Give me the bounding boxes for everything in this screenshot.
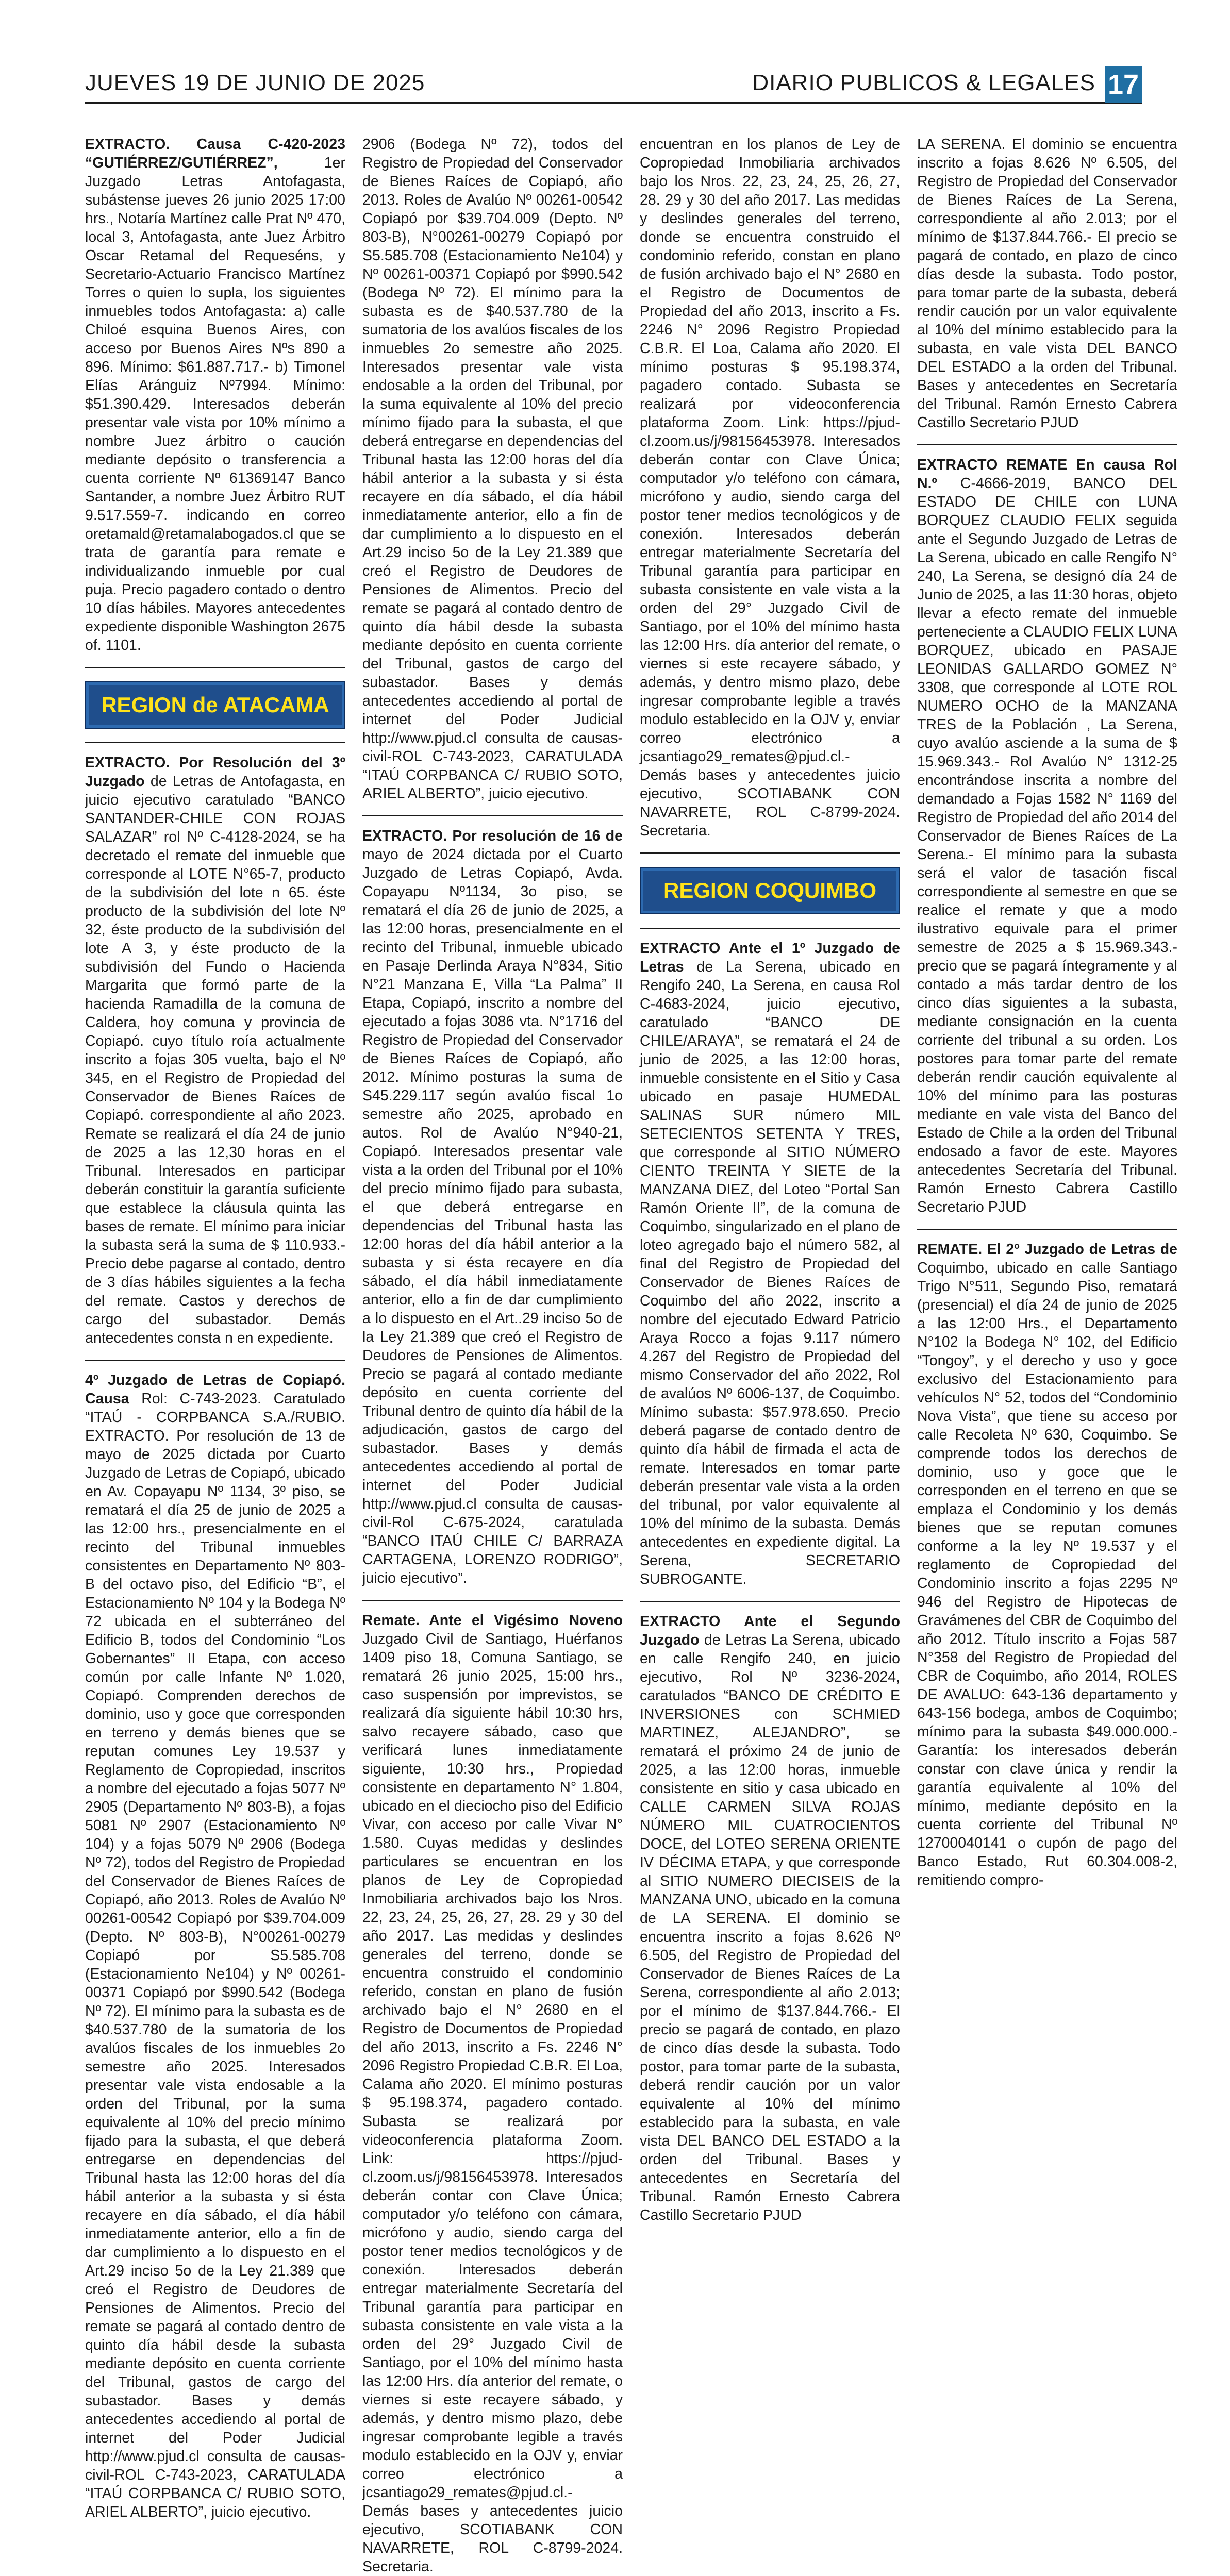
divider bbox=[640, 928, 900, 929]
column-3 bbox=[640, 135, 901, 2223]
notice-body-continued: 2906 (Bodega Nº 72), todos del Registro de Propiedad del Conservador de Bienes Raíces de Copiapó, año 2013. Roles de Avalúo Nº 00261-00542 Copiapó por $39.704.009 (Depto. Nº 803-B), N°00261-00279 Copiapó por S5.585.708 (Estacionamiento Ne104) y Nº 00261-00371 Copiapó por $990.542 (Bodega Nº 72). El mínimo para la subasta es de $40.537.780 de la sumatoria de los avalúos fiscales de los inmuebles 2o semestre año 2025. Interesados presentar vale vista endosable a la orden del Tribunal, por la suma equivalente al 10% del precio mínimo fijado para la subasta, el que deberá entregarse en dependencias del Tribunal hasta las 12:00 horas del día hábil anterior a la subasta y si ésta recayere en día sábado, el día hábil inmediatamente anterior, ello a fin de dar cumplimiento a lo dispuesto en el Art.29 inciso 5o de la Ley 21.389 que creó el Registro de Deudores de Pensiones de Alimentos. Precio del remate se pagará al contado dentro de quinto día hábil desde la subasta mediante depósito en cuenta corriente del Tribunal, gastos de cargo del subastador. Bases y demás antecedentes accediendo al portal de internet del Poder Judicial http://www.pjud.cl consulta de causas-civil-ROL C-743-2023, CARATULADA “ITAÚ CORPBANCA C/ RUBIO SOTO, ARIEL ALBERTO”, juicio ejecutivo. bbox=[362, 136, 623, 802]
issue-date: JUEVES 19 DE JUNIO DE 2025 bbox=[85, 70, 425, 95]
notice-lead: EXTRACTO. Por Resolución del 3º Juzgado bbox=[85, 755, 345, 790]
notice-lead: EXTRACTO Ante el 1º Juzgado de Letras bbox=[640, 940, 900, 975]
notice-lead: 4º Juzgado de Letras de Copiapó. Causa bbox=[85, 1372, 345, 1407]
notice-body: de Letras La Serena, ubicado en calle Rengifo 240, en juicio ejecutivo, Rol Nº 3236-2024, caratulados “BANCO DE CRÉDITO E INVERSIONES con SCHMIED MARTINEZ, ALEJANDRO”, se rematará el próximo 24 de junio de 2025, a las 12:00 horas, inmueble consistente en sitio y casa ubicado en CALLE CARMEN SILVA ROJAS NÚMERO MIL CUATROCIENTOS DOCE, del LOTEO SERENA ORIENTE IV DÉCIMA ETAPA, y que corresponde al SITIO NUMERO DIECISEIS de la MANZANA UNO, ubicado en la comuna de LA SERENA. El dominio se encuentra inscrito a fojas 8.626 Nº 6.505, del Registro de Propiedad del Conservador de Bienes Raíces de La Serena, correspondiente al año 2.013; por el mínimo de $137.844.766.- El precio se pagará de contado, en plazo de cinco días desde la subasta. Todo postor, para tomar parte de la subasta, deberá rendir caución por un valor equivalente al 10% del mínimo establecido para la subasta, en vale vista DEL BANCO DEL ESTADO a la orden del Tribunal. Bases y antecedentes en Secretaría del Tribunal. Ramón Ernesto Cabrera Castillo Secretario PJUD bbox=[640, 1632, 901, 2223]
notice-bci-schmied bbox=[640, 1612, 900, 2224]
notice-banco-chile-araya bbox=[640, 939, 900, 1588]
region-coquimbo-banner: REGION COQUIMBO bbox=[640, 867, 900, 914]
notice-scotiabank-continued bbox=[640, 135, 900, 840]
notice-lead: EXTRACTO. Por resolución de 16 de bbox=[362, 828, 623, 844]
divider bbox=[362, 815, 623, 816]
divider bbox=[85, 742, 345, 743]
column-1 bbox=[85, 135, 345, 2520]
page-number-badge: 17 bbox=[1105, 66, 1142, 103]
divider bbox=[85, 1360, 345, 1361]
notice-itau-rubio-continued bbox=[362, 135, 623, 803]
column-2 bbox=[362, 135, 623, 2575]
notice-lead: REMATE. El 2º Juzgado de Letras de bbox=[917, 1241, 1177, 1258]
notice-body: Juzgado Civil de Santiago, Huérfanos 1409 piso 18, Comuna Santiago, se rematará 26 junio 2025, 15:00 hrs., caso suspensión por imprevistos, se realizará día siguiente hábil 10:30 hrs, salvo recayere sábado, caso que verificará lunes inmediatamente siguiente, 10:30 hrs., Propiedad consistente en departamento N° 1.804, ubicado en el dieciocho piso del Edificio Vivar, con acceso por calle Vivar N° 1.580. Cuyas medidas y deslindes particulares se encuentran en los planos de Ley de Copropiedad Inmobiliaria archivados bajo los Nros. 22, 23, 24, 25, 26, 27, 28. 29 y 30 del año 2017. Las medidas y deslindes generales del terreno, donde se encuentra construido el condominio referido, constan en plano de fusión archivado bajo el N° 2680 en el Registro de Documentos de Propiedad del año 2013, inscrito a Fs. 2246 N° 2096 Registro Propiedad C.B.R. El Loa, Calama año 2020. El mínimo posturas $ 95.198.374, pagadero contado. Subasta se realizará por videoconferencia plataforma Zoom. Link: https://pjud-cl.zoom.us/j/98156453978. Interesados deberán contar con Clave Única; computador y/o teléfono con cámara, micrófono y audio, siendo carga del postor tener medios tecnológicos y de conexión. Interesados deberán entregar materialmente Secretaría del Tribunal garantía para participar en subasta consistente en vale vista a la orden del 29° Juzgado Civil de Santiago, por el 10% del mínimo hasta las 12:00 Hrs. día anterior del remate, o viernes si este recayere sábado, y además, y dentro mismo plazo, debe ingresar comprobante legible a través modulo establecido en la OJV y, enviar correo electrónico a jcsantiago29_remates@pjud.cl.- Demás bases y antecedentes juicio ejecutivo, SCOTIABANK CON NAVARRETE, ROL C-8799-2024. Secretaria. bbox=[362, 1631, 623, 2575]
notice-santander-rojas bbox=[85, 754, 345, 1347]
notice-lead: EXTRACTO. Causa C-420-2023 “GUTIÉRREZ/GUTIÉRREZ”, bbox=[85, 136, 345, 171]
notice-lead: EXTRACTO REMATE En causa Rol N.º bbox=[917, 457, 1177, 492]
notice-itau-rubio bbox=[85, 1371, 345, 2521]
divider bbox=[917, 1229, 1177, 1230]
notice-body: Rol: C-743-2023. Caratulado “ITAÚ - CORPBANCA S.A./RUBIO. EXTRACTO. Por resolución de 13 de mayo de 2025 dictada por Cuarto Juzgado de Letras de Copiapó, ubicado en Av. Copayapu Nº 1134, 3º piso, se rematará el día 25 de junio de 2025 a las 12:00 hrs., presencialmente en el recinto del Tribunal inmuebles consistentes en Departamento Nº 803-B del octavo piso, del Edificio “B”, el Estacionamiento Nº 104 y la Bodega Nº 72 ubicada en el subterráneo del Edificio B, todos del Condominio “Los Gobernantes” II Etapa, con acceso común por calle Infante Nº 1.020, Copiapó. Comprenden derechos de dominio, uso y goce que corresponden en terreno y demás bienes que se reputan comunes Ley 19.537 y Reglamento de Copropiedad, inscritos a nombre del ejecutado a fojas 5077 Nº 2905 (Departamento Nº 803-B), a fojas 5081 Nº 2907 (Estacionamiento Nº 104) y a fojas 5079 Nº 2906 (Bodega Nº 72), todos del Registro de Propiedad del Conservador de Bienes Raíces de Copiapó, año 2013. Roles de Avalúo Nº 00261-00542 Copiapó por $39.704.009 (Depto. Nº 803-B), N°00261-00279 Copiapó por S5.585.708 (Estacionamiento Ne104) y Nº 00261-00371 Copiapó por $990.542 (Bodega Nº 72). El mínimo para la subasta es de $40.537.780 de la sumatoria de los avalúos fiscales de los inmuebles 2o semestre año 2025. Interesados presentar vale vista endosable a la orden del Tribunal, por la suma equivalente al 10% del precio mínimo fijado para la subasta, el que deberá entregarse en dependencias del Tribunal hasta las 12:00 horas del día hábil anterior a la subasta y si ésta recayere en día sábado, el día hábil inmediatamente anterior, ello a fin de dar cumplimiento a lo dispuesto en el Art.29 inciso 5o de la Ley 21.389 que creó el Registro de Deudores de Pensiones de Alimentos. Precio del remate se pagará al contado dentro de quinto día hábil desde la subasta mediante depósito en cuenta corriente del Tribunal, gastos de cargo del subastador. Bases y demás antecedentes accediendo al portal de internet del Poder Judicial http://www.pjud.cl consulta de causas-civil-ROL C-743-2023, CARATULADA “ITAÚ CORPBANCA C/ RUBIO SOTO, ARIEL ALBERTO”, juicio ejecutivo. bbox=[85, 1391, 345, 2520]
page-header bbox=[85, 66, 1142, 104]
divider bbox=[640, 852, 900, 854]
notice-body-continued: encuentran en los planos de Ley de Copropiedad Inmobiliaria archivados bajo los Nros. 22, 23, 24, 25, 26, 27, 28. 29 y 30 del año 2017. Las medidas y deslindes generales del terreno, donde se encuentra construido el condominio referido, constan en plano de fusión archivado bajo el N° 2680 en el Registro de Documentos de Propiedad del año 2013, inscrito a Fs. 2246 N° 2096 Registro Propiedad C.B.R. El Loa, Calama año 2020. El mínimo posturas $ 95.198.374, pagadero contado. Subasta se realizará por videoconferencia plataforma Zoom. Link: https://pjud-cl.zoom.us/j/98156453978. Interesados deberán contar con Clave Única; computador y/o teléfono con cámara, micrófono y audio, siendo carga del postor tener medios tecnológicos y de conexión. Interesados deberán entregar materialmente Secretaría del Tribunal garantía para participar en subasta consistente en vale vista a la orden del 29° Juzgado Civil de Santiago, por el 10% del mínimo hasta las 12:00 Hrs. día anterior del remate, o viernes si este recayere sábado, y además, y dentro mismo plazo, debe ingresar comprobante legible a través modulo establecido en la OJV y, enviar correo electrónico a jcsantiago29_remates@pjud.cl.- Demás bases y antecedentes juicio ejecutivo, SCOTIABANK CON NAVARRETE, ROL C-8799-2024. Secretaria. bbox=[640, 136, 900, 839]
notice-lead: EXTRACTO Ante el Segundo Juzgado bbox=[640, 1613, 900, 1648]
publication-name: DIARIO PUBLICOS & LEGALES bbox=[752, 70, 1095, 95]
notice-body: de Letras de Antofagasta, en juicio ejecutivo caratulado “BANCO SANTANDER-CHILE CON ROJAS SALAZAR” rol Nº C-4128-2024, se ha decretado el remate del inmueble que corresponde al LOTE N°65-7, producto de la subdivisión del lote n 65. éste producto de la subdivisión del lote Nº 32, éste producto de la subdivisión del lote A 3, y éste producto de la subdivisión del Fundo o Hacienda Margarita que formó parte de la hacienda Ramadilla de la comuna de Caldera, hoy comuna y provincia de Copiapó. cuyo título roía actualmente inscrito a fojas 305 vuelta, bajo el Nº 345, en el Registro de Propiedad del Conservador de Bienes Raíces de Copiapó. correspondiente al año 2023. Remate se realizará el día 24 de junio de 2025 a las 12,30 horas en el Tribunal. Interesados en participar deberán constituir la garantía suficiente que establece la cláusula quinta las bases de remate. El mínimo para iniciar la subasta será la suma de $ 110.933.- Precio debe pagarse al contado, dentro de 3 días hábiles siguientes a la fecha del remate. Castos y derechos de cargo del subastador. Demás antecedentes consta n en expediente. bbox=[85, 773, 345, 1346]
region-atacama-banner: REGION de ATACAMA bbox=[85, 681, 345, 729]
notice-bci-continued bbox=[917, 135, 1177, 432]
divider bbox=[640, 1601, 900, 1602]
notice-coquimbo-nova-vista bbox=[917, 1240, 1177, 1889]
notice-body: mayo de 2024 dictada por el Cuarto Juzgado de Letras Copiapó, Avda. Copayapu Nº1134, 3o piso, se rematará el día 26 de junio de 2025, a las 12:00 horas, presencialmente en el recinto del Tribunal, inmueble ubicado en Pasaje Derlinda Araya N°834, Sitio N°21 Manzana E, Villa “La Palma” II Etapa, Copiapó, inscrito a nombre del ejecutado a fojas 3086 vta. N°1716 del Registro de Propiedad del Conservador de Bienes Raíces de Copiapó, año 2012. Mínimo posturas la suma de S45.229.117 según avalúo fiscal 1o semestre año 2025, aprobado en autos. Rol de Avalúo N°940-21, Copiapó. Interesados presentar vale vista a la orden del Tribunal por el 10% del precio mínimo fijado para subasta, el que deberá entregarse en dependencias del Tribunal hasta las 12:00 horas del día hábil anterior a la subasta y si ésta recayere en día sábado, el día hábil inmediatamente anterior, ello a fin de dar cumplimiento a lo dispuesto en el Art..29 inciso 5o de la Ley 21.389 que creó el Registro de Deudores de Pensiones de Alimentos. Precio se pagará al contado mediante depósito en cuenta corriente del Tribunal dentro de quinto día hábil de la adjudicación, gastos de cargo del subastador. Bases y demás antecedentes accediendo al portal de internet del Poder Judicial http://www.pjud.cl consulta de causas-civil-Rol C-675-2024, caratulada “BANCO ITAÚ CHILE C/ BARRAZA CARTAGENA, LORENZO RODRIGO”, juicio ejecutivo”. bbox=[362, 846, 623, 1586]
notice-body: de La Serena, ubicado en Rengifo 240, La Serena, en causa Rol C-4683-2024, juicio ejecutivo, caratulado “BANCO DE CHILE/ARAYA”, se rematará el 24 de junio de 2025, a las 12:00 horas, inmueble consistente en el Sitio y Casa ubicado en pasaje HUMEDAL SALINAS SUR número MIL SETECIENTOS SETENTA Y TRES, que corresponde al SITIO NÚMERO CIENTO TREINTA Y SIETE de la MANZANA DIEZ, del Loteo “Portal San Ramón Oriente II”, de la comuna de Coquimbo, singularizado en el plano de loteo agregado bajo el número 582, al final del Registro de Propiedad del Conservador de Bienes Raíces de Coquimbo del año 2022, inscrito a nombre del ejecutado Edward Patricio Araya Rocco a fojas 9.117 número 4.267 del Registro de Propiedad del mismo Conservador del año 2022, Rol de avalúos Nº 6006-137, de Coquimbo. Mínimo subasta: $57.978.650. Precio deberá pagarse de contado dentro de quinto día hábil de firmada el acta de remate. Interesados en tomar parte deberán presentar vale vista a la orden del tribunal, por valor equivalente al 10% del mínimo de la subasta. Demás antecedentes en expediente digital. La Serena, SECRETARIO SUBROGANTE. bbox=[640, 959, 900, 1587]
divider bbox=[917, 444, 1177, 445]
notice-body: C-4666-2019, BANCO DEL ESTADO DE CHILE con LUNA BORQUEZ CLAUDIO FELIX seguida ante el Segundo Juzgado de Letras de La Serena, ubicado en calle Rengifo N° 240, La Serena, se designó día 24 de Junio de 2025, a las 11:30 horas, objeto llevar a efecto remate del inmueble perteneciente a CLAUDIO FELIX LUNA BORQUEZ, ubicado en PASAJE LEONIDAS GALLARDO GOMEZ N° 3308, que corresponde al LOTE ROL NUMERO OCHO de la MANZANA TRES de la Población , La Serena, cuyo avalúo asciende a la suma de $ 15.969.343.- Rol Avalúo N° 1312-25 encontrándose inscrita a nombre del demandado a Fojas 1582 N° 1169 del Registro de Propiedad del año 2014 del Conservador de Bienes Raíces de La Serena.- El mínimo para la subasta será el valor de tasación fiscal correspondiente al semestre en que se realice el remate y que a modo ilustrativo equivale para el primer semestre de 2025 a $ 15.969.343.- precio que se pagará íntegramente y al contado a más tardar dentro de los cinco días siguientes a la subasta, mediante consignación en la cuenta corriente del tribunal a su orden. Los postores para tomar parte del remate deberán rendir caución equivalente al 10% del mínimo para las posturas mediante en vale vista del Banco del Estado de Chile a la orden del Tribunal endosado a favor de este. Mayores antecedentes Secretaría del Tribunal. Ramón Ernesto Cabrera Castillo Secretario PJUD bbox=[917, 475, 1177, 1215]
column-4 bbox=[917, 135, 1177, 1888]
notice-itau-barraza bbox=[362, 827, 623, 1587]
notice-lead: Remate. Ante el Vigésimo Noveno bbox=[362, 1612, 623, 1629]
notice-scotiabank-navarrete bbox=[362, 1611, 623, 2576]
divider bbox=[85, 667, 345, 668]
notice-gutierrez bbox=[85, 135, 345, 655]
divider bbox=[362, 1600, 623, 1601]
notice-body-continued: LA SERENA. El dominio se encuentra inscrito a fojas 8.626 Nº 6.505, del Registro de Propiedad del Conservador de Bienes Raíces de La Serena, correspondiente al año 2.013; por el mínimo de $137.844.766.- El precio se pagará de contado, en plazo de cinco días desde la subasta. Todo postor, para tomar parte de la subasta, deberá rendir caución por un valor equivalente al 10% del mínimo establecido para la subasta, en vale vista DEL BANCO DEL ESTADO a la orden del Tribunal. Bases y antecedentes en Secretaría del Tribunal. Ramón Ernesto Cabrera Castillo Secretario PJUD bbox=[917, 136, 1177, 431]
notice-body: Coquimbo, ubicado en calle Santiago Trigo N°511, Segundo Piso, rematará (presencial) el día 24 de junio de 2025 a las 12:00 Hrs., el Departamento N°102 la Bodega N° 102, del Edificio “Tongoy”, y el derecho y uso y goce exclusivo del Estacionamiento para vehículos N° 52, todos del “Condominio Nova Vista”, que tiene su acceso por calle Recoleta Nº 630, Coquimbo. Se comprende todos los derechos de dominio, uso y goce que le corresponden en el terreno en que se emplaza el Condominio y los demás bienes que se reputan comunes conforme a la ley Nº 19.537 y el reglamento de Copropiedad del Condominio inscrito a fojas 2295 Nº 946 del Registro de Hipotecas de Gravámenes del CBR de Coquimbo del año 2012. Título inscrito a Fojas 587 N°358 del Registro de Propiedad del CBR de Coquimbo, año 2014, ROLES DE AVALUO: 643-136 departamento y 643-156 bodega, ambos de Coquimbo; mínimo para la subasta $49.000.000.- Garantía: los interesados deberán constar con clave única y rendir la garantía equivalente al 10% del mínimo, mediante depósito en la cuenta corriente del Tribunal Nº 12700040141 o cupón de pago del Banco Estado, Rut 60.304.008-2, remitiendo compro- bbox=[917, 1260, 1177, 1888]
notice-body: 1er Juzgado Letras Antofagasta, subástense jueves 26 junio 2025 17:00 hrs., Notaría Martínez calle Prat Nº 470, local 3, Antofagasta, ante Juez Árbitro Oscar Retamal del Requeséns, y Secretario-Actuario Francisco Martínez Torres o quien lo supla, los siguientes inmuebles todos Antofagasta: a) calle Chiloé esquina Buenos Aires, con acceso por Buenos Aires Nºs 890 a 896. Mínimo: $61.887.717.- b) Timonel Elías Aránguiz Nº7994. Mínimo: $51.390.429. Interesados deberán presentar vale vista por 10% mínimo a nombre Juez árbitro o caución mediante depósito o transferencia a cuenta corriente Nº 61369147 Banco Santander, a nombre Juez Árbitro RUT 9.517.559-7. indicando en correo oretamald@retamalabogados.cl que se trata de garantía para remate e individualizando inmueble por cual puja. Precio pagadero contado o dentro 10 días hábiles. Mayores antecedentes expediente disponible Washington 2675 of. 1101. bbox=[85, 155, 345, 654]
notice-bancoestado-luna bbox=[917, 456, 1177, 1216]
